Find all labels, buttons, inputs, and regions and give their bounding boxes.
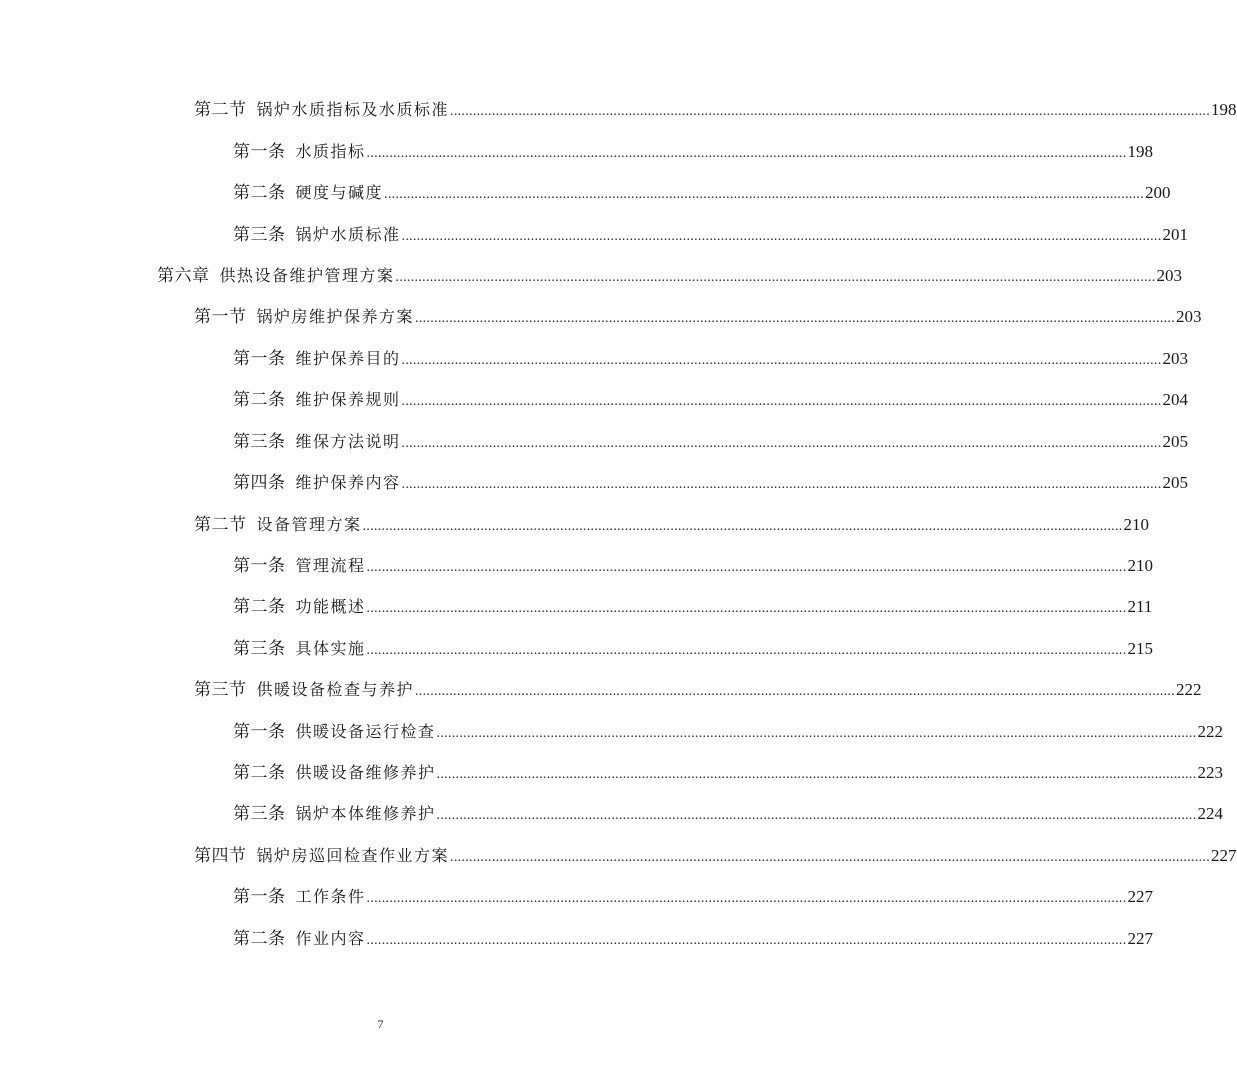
entry-number: 第三节	[194, 680, 247, 700]
entry-page-number: 227	[1211, 846, 1237, 865]
entry-page-number: 198	[1127, 142, 1154, 161]
entry-title: 功能概述	[295, 597, 366, 616]
entry-title: 锅炉房巡回检查作业方案	[256, 846, 450, 865]
entry-number: 第二条	[233, 763, 286, 783]
toc-entry-article[interactable]	[233, 470, 1189, 496]
toc-entry-article[interactable]	[233, 429, 1189, 455]
entry-page-number: 227	[1127, 929, 1154, 948]
dot-leader: ........................................................................................................................................................................................................	[401, 436, 1162, 451]
entry-number: 第三条	[233, 432, 286, 452]
entry-title: 锅炉本体维修养护	[295, 804, 436, 823]
entry-page-number: 203	[1162, 349, 1189, 368]
dot-leader: ........................................................................................................................................................................................................	[436, 767, 1197, 782]
entry-page-number: 198	[1211, 100, 1237, 119]
dot-leader: ........................................................................................................................................................................................................	[415, 311, 1176, 326]
dot-leader: ........................................................................................................................................................................................................	[436, 808, 1197, 823]
dot-leader: ........................................................................................................................................................................................................	[384, 187, 1145, 202]
toc-entry-article[interactable]	[233, 884, 1154, 910]
entry-number: 第六章	[157, 266, 210, 286]
entry-number: 第三条	[233, 225, 286, 245]
toc-entry-article[interactable]	[233, 553, 1154, 579]
entry-page-number: 222	[1197, 722, 1224, 741]
entry-number: 第二条	[233, 597, 286, 617]
entry-number: 第一条	[233, 722, 286, 742]
entry-title: 具体实施	[295, 639, 366, 658]
dot-leader: ........................................................................................................................................................................................................	[366, 146, 1127, 161]
entry-title: 锅炉水质指标及水质标准	[256, 100, 450, 119]
dot-leader: ........................................................................................................................................................................................................	[450, 104, 1211, 119]
entry-title: 水质指标	[295, 142, 366, 161]
entry-title: 维护保养规则	[295, 390, 401, 409]
entry-title: 锅炉水质标准	[295, 225, 401, 244]
toc-entry-section[interactable]	[194, 843, 1237, 869]
entry-page-number: 200	[1145, 183, 1171, 202]
dot-leader: ........................................................................................................................................................................................................	[401, 477, 1162, 492]
entry-title: 供暖设备检查与养护	[256, 680, 415, 699]
dot-leader: ........................................................................................................................................................................................................	[366, 560, 1127, 575]
entry-number: 第二节	[194, 100, 247, 120]
entry-number: 第一条	[233, 887, 286, 907]
entry-number: 第二节	[194, 515, 247, 535]
dot-leader: ........................................................................................................................................................................................................	[415, 684, 1176, 699]
toc-entry-section[interactable]	[194, 677, 1202, 703]
toc-entry-article[interactable]	[233, 636, 1154, 662]
entry-title: 管理流程	[295, 556, 366, 575]
toc-entry-article[interactable]	[233, 180, 1171, 206]
entry-page-number: 210	[1123, 515, 1150, 534]
toc-entry-article[interactable]	[233, 801, 1224, 827]
toc-entry-section[interactable]	[194, 304, 1202, 330]
entry-title: 维护保养内容	[295, 473, 401, 492]
toc-entry-article[interactable]	[233, 387, 1189, 413]
entry-page-number: 215	[1127, 639, 1154, 658]
entry-title: 设备管理方案	[256, 515, 362, 534]
dot-leader: ........................................................................................................................................................................................................	[436, 726, 1197, 741]
entry-page-number: 205	[1162, 473, 1189, 492]
entry-number: 第二条	[233, 183, 286, 203]
entry-title: 工作条件	[295, 887, 366, 906]
entry-page-number: 222	[1176, 680, 1202, 699]
entry-page-number: 223	[1197, 763, 1224, 782]
entry-number: 第一节	[194, 307, 247, 327]
entry-page-number: 224	[1197, 804, 1224, 823]
entry-number: 第三条	[233, 639, 286, 659]
entry-number: 第二条	[233, 390, 286, 410]
entry-page-number: 205	[1162, 432, 1189, 451]
entry-title: 维护保养目的	[295, 349, 401, 368]
entry-title: 维保方法说明	[295, 432, 401, 451]
toc-entry-chapter[interactable]	[157, 263, 1183, 289]
dot-leader: ........................................................................................................................................................................................................	[401, 394, 1162, 409]
dot-leader: ........................................................................................................................................................................................................	[401, 229, 1162, 244]
toc-entry-article[interactable]	[233, 719, 1224, 745]
dot-leader: ........................................................................................................................................................................................................	[366, 643, 1127, 658]
entry-number: 第二条	[233, 929, 286, 949]
entry-title: 供热设备维护管理方案	[219, 266, 395, 285]
page-number: 7	[377, 1017, 384, 1031]
toc-entry-article[interactable]	[233, 594, 1153, 620]
entry-number: 第一条	[233, 349, 286, 369]
dot-leader: ........................................................................................................................................................................................................	[366, 601, 1127, 616]
dot-leader: ........................................................................................................................................................................................................	[450, 850, 1211, 865]
toc-entry-article[interactable]	[233, 139, 1154, 165]
entry-page-number: 203	[1176, 307, 1202, 326]
entry-title: 硬度与碱度	[295, 183, 384, 202]
entry-title: 供暖设备运行检查	[295, 722, 436, 741]
entry-number: 第四节	[194, 846, 247, 866]
entry-number: 第三条	[233, 804, 286, 824]
entry-page-number: 227	[1127, 887, 1154, 906]
dot-leader: ........................................................................................................................................................................................................	[395, 270, 1156, 285]
toc-entry-section[interactable]	[194, 512, 1150, 538]
dot-leader: ........................................................................................................................................................................................................	[366, 891, 1127, 906]
dot-leader: ........................................................................................................................................................................................................	[401, 353, 1162, 368]
entry-number: 第一条	[233, 142, 286, 162]
entry-title: 作业内容	[295, 929, 366, 948]
dot-leader: ........................................................................................................................................................................................................	[366, 933, 1127, 948]
dot-leader: ........................................................................................................................................................................................................	[362, 519, 1123, 534]
entry-page-number: 204	[1162, 390, 1189, 409]
toc-entry-article[interactable]	[233, 760, 1224, 786]
toc-entry-article[interactable]	[233, 926, 1154, 952]
entry-page-number: 210	[1127, 556, 1154, 575]
toc-entry-article[interactable]	[233, 346, 1189, 372]
entry-page-number: 203	[1156, 266, 1183, 285]
entry-page-number: 201	[1162, 225, 1189, 244]
toc-entry-article[interactable]	[233, 222, 1189, 248]
entry-number: 第四条	[233, 473, 286, 493]
entry-number: 第一条	[233, 556, 286, 576]
entry-title: 锅炉房维护保养方案	[256, 307, 415, 326]
entry-title: 供暖设备维修养护	[295, 763, 436, 782]
entry-page-number: 211	[1127, 597, 1153, 616]
toc-entry-section[interactable]	[194, 97, 1237, 123]
